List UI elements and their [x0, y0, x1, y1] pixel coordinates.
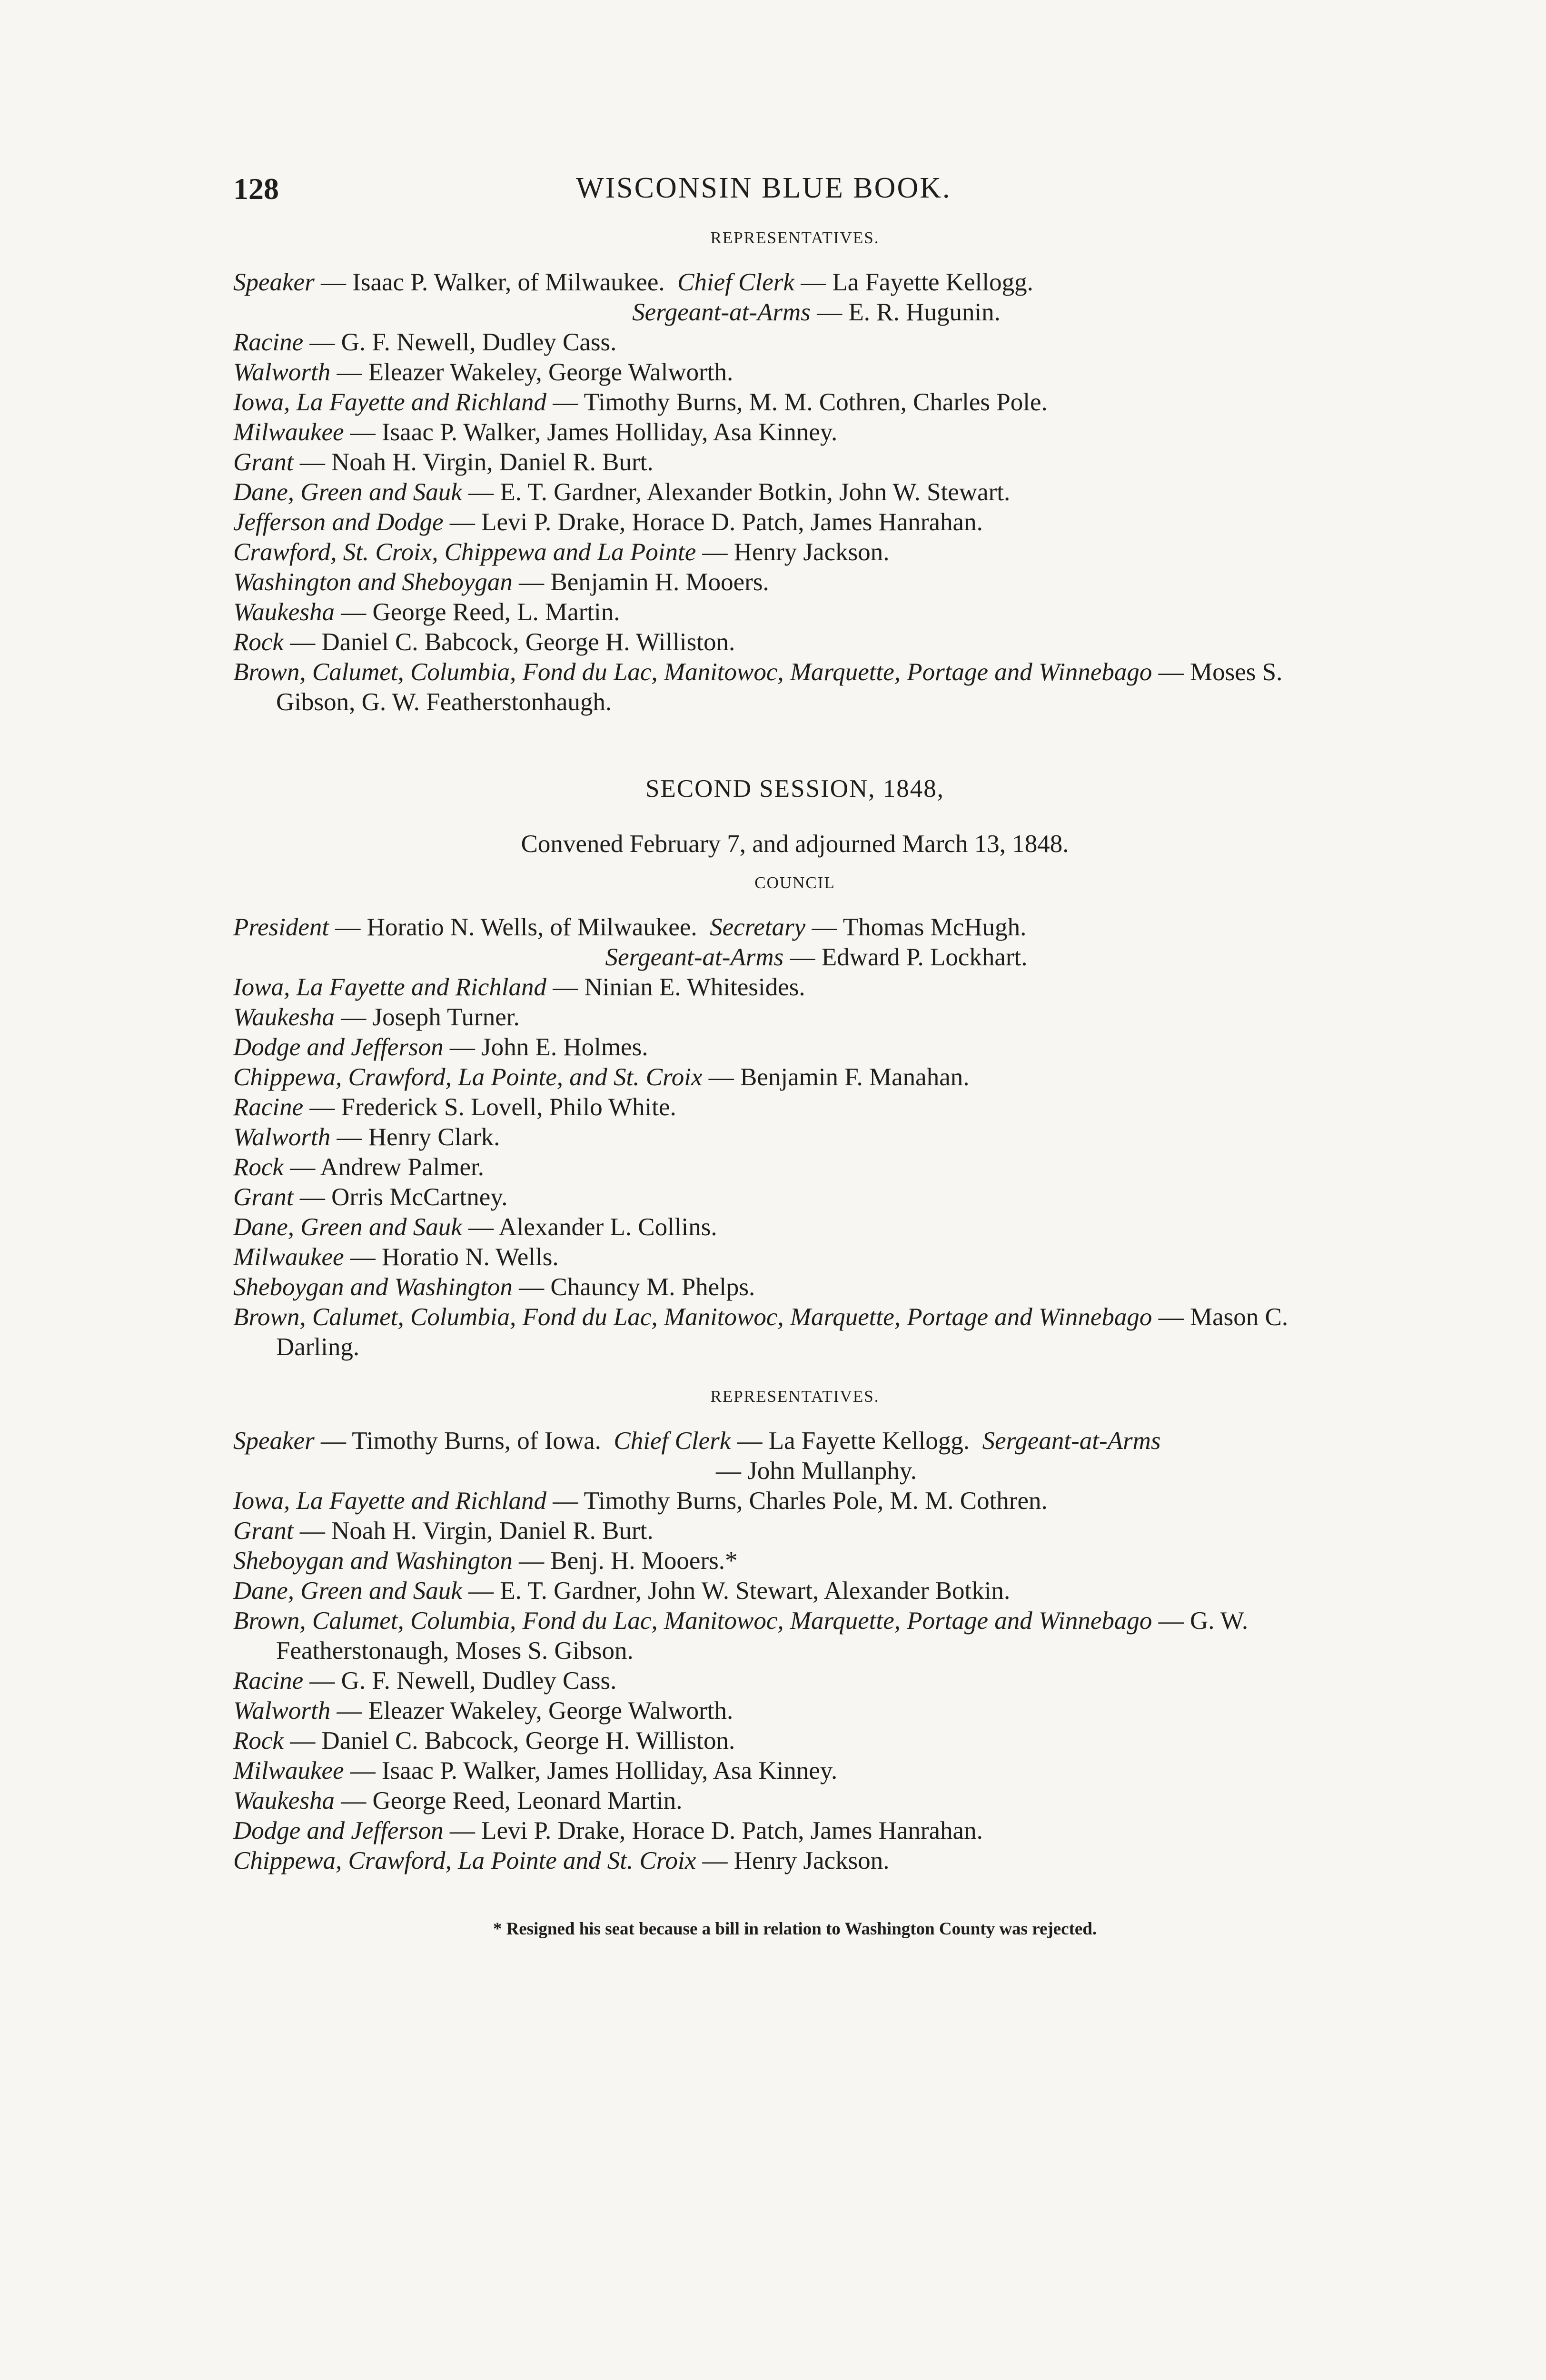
session-heading: SECOND SESSION, 1848,	[645, 775, 945, 803]
member-entry: Grant — Noah H. Virgin, Daniel R. Burt.	[233, 448, 654, 476]
member-entry: Milwaukee — Isaac P. Walker, James Holliday, Asa Kinney.	[233, 1757, 838, 1785]
member-entry: Grant — Noah H. Virgin, Daniel R. Burt.	[233, 1517, 654, 1545]
member-entry: Washington and Sheboygan — Benjamin H. Mooers.	[233, 568, 769, 596]
member-entry: Brown, Calumet, Columbia, Fond du Lac, Manitowoc, Marquette, Portage and Winnebago — Moses S. Gibson, G. W. Featherstonhaugh.	[233, 658, 1283, 716]
officers-line: Speaker — Timothy Burns, of Iowa. Chief Clerk — La Fayette Kellogg. Sergeant-at-Arms — John Mullanphy.	[233, 1427, 1161, 1485]
officers-line: President — Horatio N. Wells, of Milwaukee. Secretary — Thomas McHugh. Sergeant-at-Arms — Edward P. Lockhart.	[233, 913, 1028, 971]
running-title: WISCONSIN BLUE BOOK.	[576, 172, 951, 204]
member-entry: Dodge and Jefferson — Levi P. Drake, Horace D. Patch, James Hanrahan.	[233, 1817, 983, 1844]
member-entry: Walworth — Henry Clark.	[233, 1123, 500, 1151]
convened-line: Convened February 7, and adjourned March 13, 1848.	[521, 830, 1069, 858]
member-entry: Milwaukee — Isaac P. Walker, James Holliday, Asa Kinney.	[233, 418, 838, 446]
member-entry: Crawford, St. Croix, Chippewa and La Pointe — Henry Jackson.	[233, 538, 890, 566]
member-entry: Waukesha — George Reed, L. Martin.	[233, 598, 620, 626]
officers-line: Speaker — Isaac P. Walker, of Milwaukee. Chief Clerk — La Fayette Kellogg. Sergeant-at-Arms — E. R. Hugunin.	[233, 268, 1033, 326]
running-head	[233, 171, 1357, 228]
member-entry: Brown, Calumet, Columbia, Fond du Lac, Manitowoc, Marquette, Portage and Winnebago — Mason C. Darling.	[233, 1303, 1288, 1361]
page-number: 128	[233, 172, 279, 206]
page	[233, 171, 1357, 1939]
member-entry: Iowa, La Fayette and Richland — Timothy Burns, Charles Pole, M. M. Cothren.	[233, 1487, 1048, 1515]
footnote: * Resigned his seat because a bill in relation to Washington County was rejected.	[493, 1919, 1097, 1939]
member-entry: Chippewa, Crawford, La Pointe, and St. Croix — Benjamin F. Manahan.	[233, 1063, 970, 1091]
member-entry: Dane, Green and Sauk — Alexander L. Collins.	[233, 1213, 717, 1241]
member-entry: Walworth — Eleazer Wakeley, George Walworth.	[233, 358, 733, 386]
member-entry: Iowa, La Fayette and Richland — Ninian E. Whitesides.	[233, 973, 805, 1001]
member-entry: Waukesha — Joseph Turner.	[233, 1003, 520, 1031]
member-entry: Iowa, La Fayette and Richland — Timothy Burns, M. M. Cothren, Charles Pole.	[233, 388, 1048, 416]
member-entry: Jefferson and Dodge — Levi P. Drake, Horace D. Patch, James Hanrahan.	[233, 508, 983, 536]
member-entry: Rock — Andrew Palmer.	[233, 1153, 484, 1181]
first-representatives-heading: REPRESENTATIVES.	[710, 228, 880, 247]
member-entry: Sheboygan and Washington — Benj. H. Mooers.*	[233, 1547, 738, 1575]
member-entry: Dane, Green and Sauk — E. T. Gardner, Alexander Botkin, John W. Stewart.	[233, 478, 1011, 506]
member-entry: Rock — Daniel C. Babcock, George H. Williston.	[233, 1727, 735, 1755]
member-entry: Rock — Daniel C. Babcock, George H. Williston.	[233, 628, 735, 656]
member-entry: Dodge and Jefferson — John E. Holmes.	[233, 1033, 648, 1061]
first-representatives-list	[233, 268, 1357, 717]
member-entry: Sheboygan and Washington — Chauncy M. Phelps.	[233, 1273, 755, 1301]
member-entry: Walworth — Eleazer Wakeley, George Walworth.	[233, 1697, 733, 1725]
second-representatives-list	[233, 1426, 1357, 1876]
member-entry: Brown, Calumet, Columbia, Fond du Lac, Manitowoc, Marquette, Portage and Winnebago — G. W. Featherstonaugh, Moses S. Gibson.	[233, 1607, 1249, 1665]
second-representatives-heading: REPRESENTATIVES.	[710, 1387, 880, 1406]
council-heading: COUNCIL	[754, 873, 835, 892]
member-entry: Waukesha — George Reed, Leonard Martin.	[233, 1787, 683, 1815]
council-list	[233, 912, 1357, 1362]
member-entry: Grant — Orris McCartney.	[233, 1183, 508, 1211]
member-entry: Chippewa, Crawford, La Pointe and St. Croix — Henry Jackson.	[233, 1847, 890, 1874]
member-entry: Milwaukee — Horatio N. Wells.	[233, 1243, 559, 1271]
member-entry: Racine — Frederick S. Lovell, Philo White.	[233, 1093, 676, 1121]
member-entry: Dane, Green and Sauk — E. T. Gardner, John W. Stewart, Alexander Botkin.	[233, 1577, 1011, 1605]
member-entry: Racine — G. F. Newell, Dudley Cass.	[233, 328, 617, 356]
member-entry: Racine — G. F. Newell, Dudley Cass.	[233, 1667, 617, 1695]
